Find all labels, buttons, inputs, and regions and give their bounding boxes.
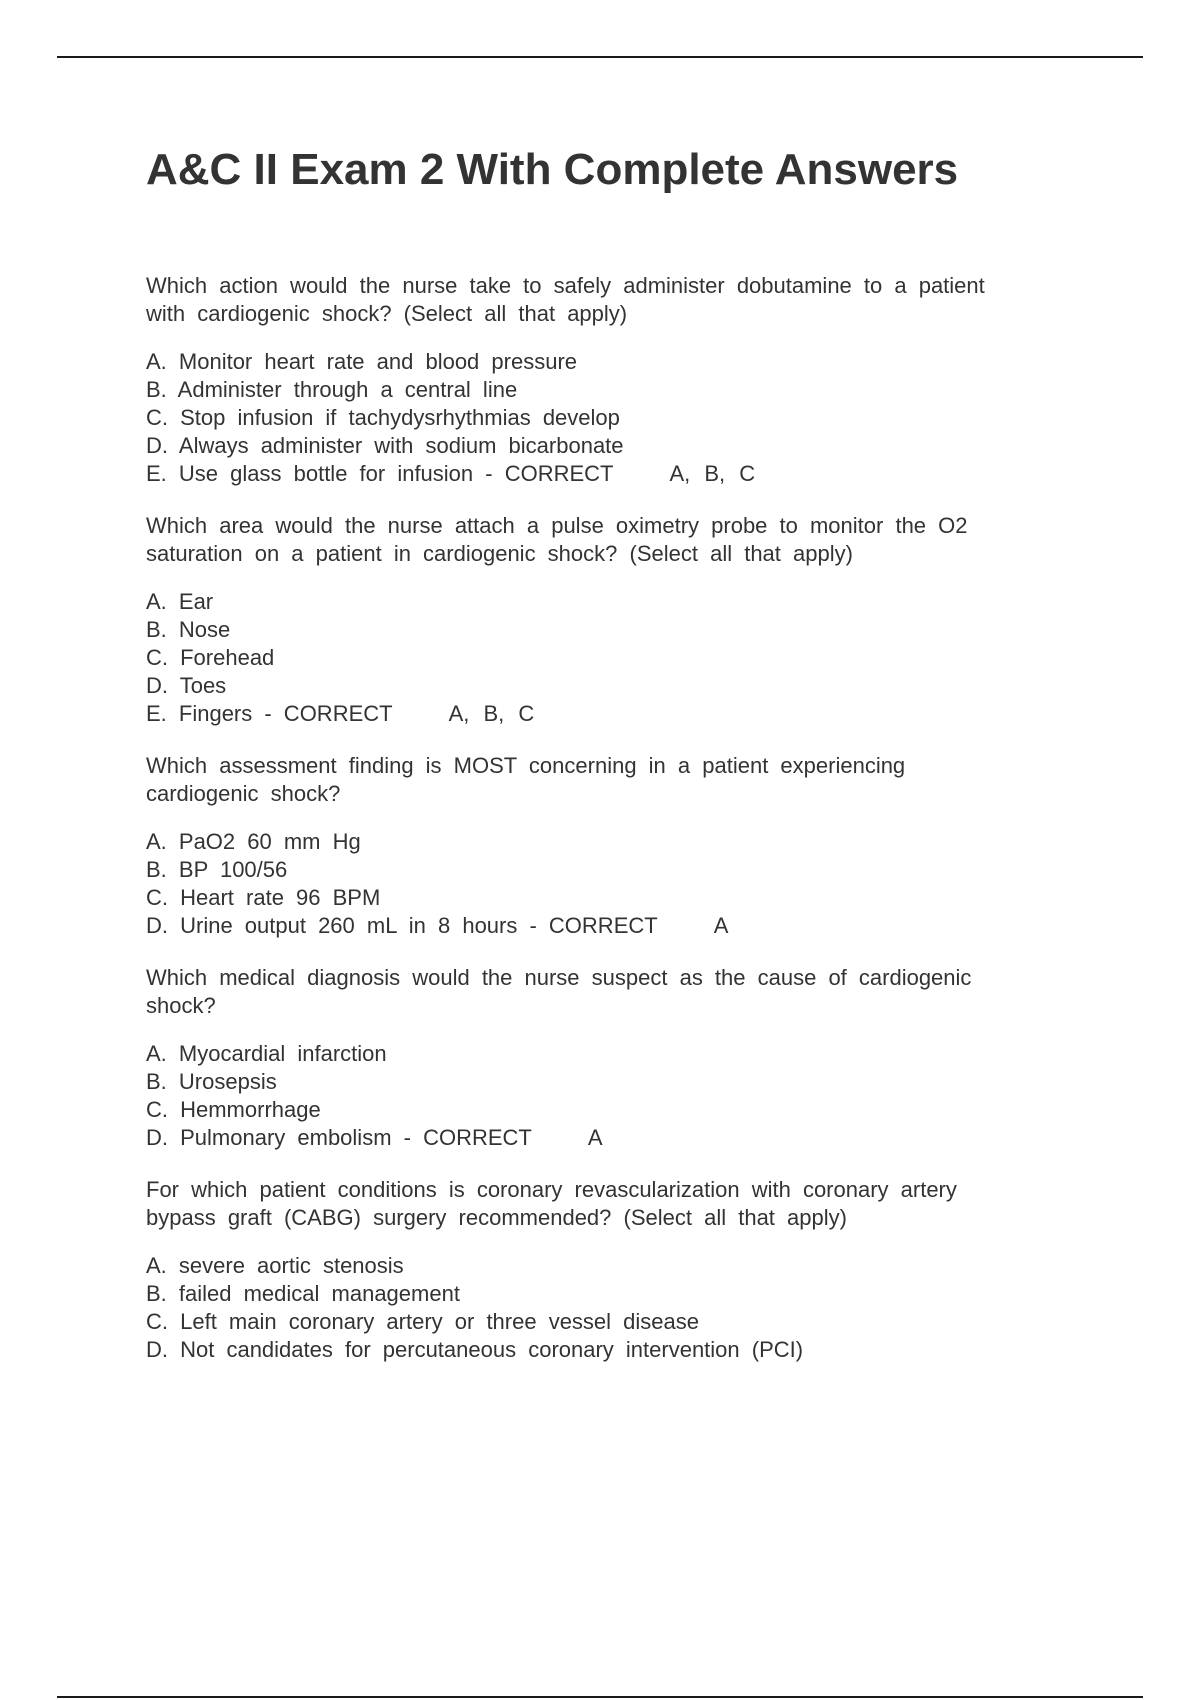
question-text: For which patient conditions is coronary revascularization with coronary artery bypass graft (CABG) surgery recommended? (Select all that apply) [146,1177,957,1230]
answer-key: A, B, C [669,461,756,486]
question-3 [146,752,1066,940]
option-text: E. Use glass bottle for infusion - CORRECT [146,461,614,486]
option-item: D. Not candidates for percutaneous coronary intervention (PCI) [146,1337,804,1362]
question-1 [146,272,1066,488]
document-title: A&C II Exam 2 With Complete Answers [146,145,959,194]
option-item: A. Ear [146,589,214,614]
option-item: C. Hemmorrhage [146,1097,321,1122]
option-text: D. Pulmonary embolism - CORRECT [146,1125,532,1150]
option-item-last [146,912,1066,940]
option-item: A. Monitor heart rate and blood pressure [146,349,578,374]
option-item: D. Toes [146,673,227,698]
question-list [146,272,1066,1364]
option-list [146,588,1066,728]
question-text: Which assessment finding is MOST concerning in a patient experiencing cardiogenic shock? [146,753,906,806]
option-item: B. Nose [146,617,231,642]
document-page [146,140,1066,1388]
question-text: Which medical diagnosis would the nurse suspect as the cause of cardiogenic shock? [146,965,972,1018]
option-list [146,348,1066,488]
option-item: D. Always administer with sodium bicarbonate [146,433,624,458]
answer-key: A, B, C [448,701,535,726]
option-item: A. Myocardial infarction [146,1041,387,1066]
top-rule [57,56,1143,58]
question-text: Which action would the nurse take to safely administer dobutamine to a patient with cardiogenic shock? (Select all that apply) [146,273,985,326]
option-item-last [146,700,1066,728]
question-4 [146,964,1066,1152]
option-item: C. Forehead [146,645,275,670]
option-item: C. Heart rate 96 BPM [146,885,381,910]
option-item-last [146,460,1066,488]
option-item: B. Administer through a central line [146,377,518,402]
question-2 [146,512,1066,728]
option-item: C. Stop infusion if tachydysrhythmias develop [146,405,620,430]
answer-key: A [713,913,729,938]
option-list [146,1252,1066,1364]
option-item-last [146,1124,1066,1152]
option-text: E. Fingers - CORRECT [146,701,393,726]
question-5 [146,1176,1066,1364]
answer-key: A [587,1125,603,1150]
option-list [146,828,1066,940]
option-list [146,1040,1066,1152]
option-item: B. Urosepsis [146,1069,277,1094]
bottom-rule [57,1696,1143,1698]
option-text: D. Urine output 260 mL in 8 hours - CORRECT [146,913,658,938]
option-item: C. Left main coronary artery or three vessel disease [146,1309,700,1334]
option-item: A. severe aortic stenosis [146,1253,404,1278]
question-text: Which area would the nurse attach a pulse oximetry probe to monitor the O2 saturation on a patient in cardiogenic shock? (Select all that apply) [146,513,968,566]
option-item: B. failed medical management [146,1281,460,1306]
option-item: B. BP 100/56 [146,857,288,882]
option-item: A. PaO2 60 mm Hg [146,829,361,854]
